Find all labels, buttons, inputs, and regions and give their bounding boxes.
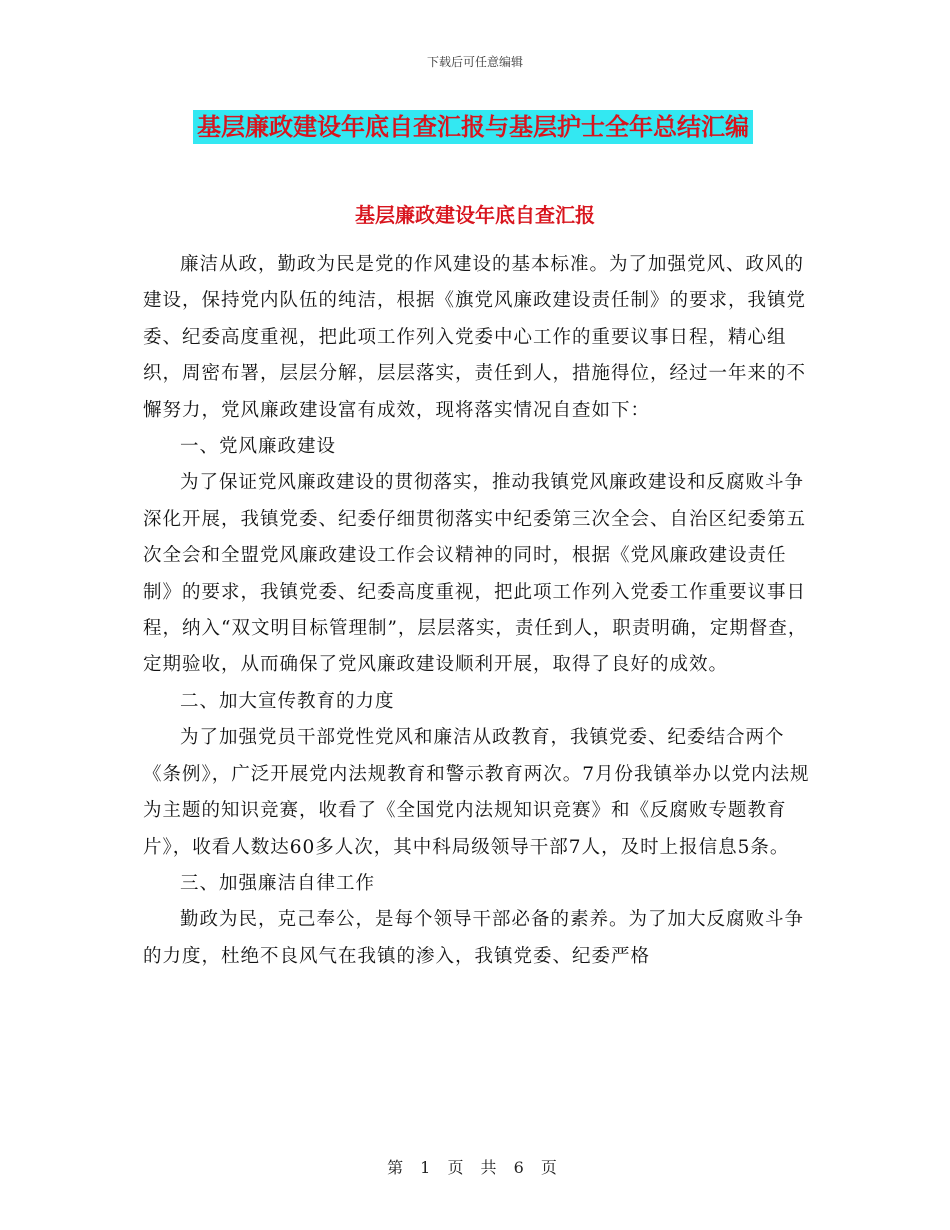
header-note: 下载后可任意编辑 [426,55,523,69]
heading-3: 三、加强廉洁自律工作 [180,872,376,894]
heading-1: 一、党风廉政建设 [180,436,337,458]
document-title: 基层廉政建设年底自查汇报与基层护士全年总结汇编 [193,110,753,144]
heading-2: 二、加大宣传教育的力度 [180,690,395,712]
paragraph-1: 为了保证党风廉政建设的贯彻落实，推动我镇党风廉政建设和反腐败斗争深化开展，我镇党委、纪委仔细贯彻落实中纪委第三次全会、自治区纪委第五次全会和全盟党风廉政建设工作会议精神的同时，根据《党风廉政建设责任制》的要求，我镇党委、纪委高度重视，把此项工作列入党委工作重要议事日程，纳入“双文明目标管理制”，层层落实，责任到人，职责明确，定期督查，定期验收，从而确保了党风廉政建设顺利开展，取得了良好的成效。 [143,472,808,676]
paragraph-2: 为了加强党员干部党性党风和廉洁从政教育，我镇党委、纪委结合两个《条例》，广泛开展党内法规教育和警示教育两次。7月份我镇举办以党内法规为主题的知识竞赛，收看了《全国党内法规知识竞赛》和《反腐败专题教育片》，收看人数达60多人次，其中科局级领导干部7人，及时上报信息5条。 [143,727,810,858]
page-footer: 第 1 页 共 6 页 [387,1158,563,1177]
paragraph-3: 勤政为民，克己奉公，是每个领导干部必备的素养。为了加大反腐败斗争的力度，杜绝不良风气在我镇的渗入，我镇党委、纪委严格 [143,909,805,967]
document-body [143,247,813,975]
section-title: 基层廉政建设年底自查汇报 [355,203,595,227]
paragraph-intro: 廉洁从政，勤政为民是党的作风建设的基本标准。为了加强党风、政风的建设，保持党内队伍的纯洁，根据《旗党风廉政建设责任制》的要求，我镇党委、纪委高度重视，把此项工作列入党委中心工作的重要议事日程，精心组织，周密布署，层层分解，层层落实，责任到人，措施得位，经过一年来的不懈努力，党风廉政建设富有成效，现将落实情况自查如下： [143,254,807,421]
